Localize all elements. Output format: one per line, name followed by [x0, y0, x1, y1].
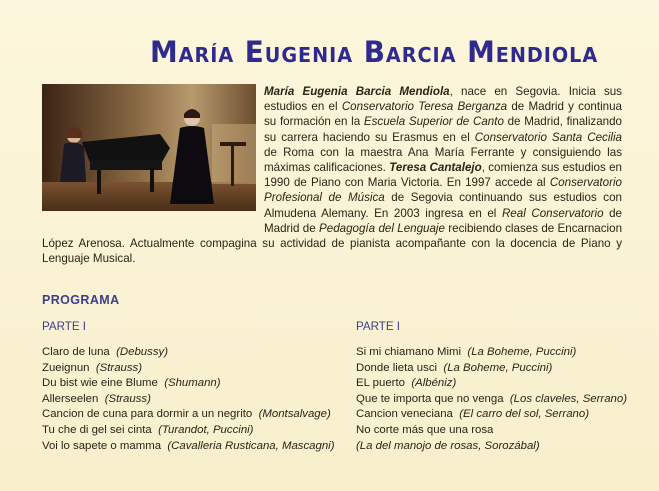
pianist-name: Teresa Cantalejo: [389, 161, 482, 175]
bio-italic: Pedagogía del Lenguaje: [319, 221, 445, 235]
bio-text: de Madrid y continua su formación en la: [264, 100, 623, 129]
right-part-heading: PARTE I: [356, 320, 401, 333]
bio-text: de Madrid de: [264, 206, 622, 235]
biography-text: [42, 84, 622, 266]
piece-title: Cancion veneciana: [356, 408, 453, 421]
singer-name: María Eugenia Barcia Mendiola: [264, 85, 450, 98]
list-item: [356, 407, 627, 423]
piece-title: Voi lo sapete o mamma: [42, 439, 162, 452]
page-title: María Eugenia Barcia Mendiola: [150, 35, 599, 69]
piece-composer: (Debussy): [116, 346, 169, 358]
piece-title: Cancion de cuna para dormir a un negrito: [42, 408, 253, 421]
list-item: [42, 423, 335, 439]
piece-composer: (Albéniz): [411, 377, 457, 390]
piece-composer: (El carro del sol, Serrano): [459, 408, 590, 421]
piece-title: Si mi chiamano Mimi: [356, 346, 462, 358]
piece-title: Donde lieta usci: [356, 361, 438, 374]
list-item: [42, 345, 335, 361]
piece-title: Zueignun: [42, 361, 90, 374]
bio-italic: Conservatorio Teresa Berganza: [341, 100, 508, 114]
piece-title: Que te importa que no venga: [356, 392, 504, 405]
piece-composer: (Shumann): [164, 377, 221, 390]
piece-title: No corte más que una rosa: [356, 423, 494, 436]
bio-text: de Segovia continuando sus estudios con Almudena Alemany. En 2003 ingresa en el: [264, 191, 622, 220]
piece-title: Claro de luna: [42, 346, 110, 358]
bio-italic: Real Conservatorio: [501, 206, 604, 220]
list-item: [42, 407, 335, 423]
right-program-list: [356, 345, 627, 454]
piece-composer: (Cavalleria Rusticana, Mascagni): [167, 439, 335, 452]
piece-title: Du bist wie eine Blume: [42, 377, 158, 390]
piece-composer: (Turandot, Puccini): [158, 423, 254, 436]
bio-text: , nace en Segovia. Inicia sus estudios en el: [264, 85, 622, 114]
piece-composer: (Strauss): [104, 392, 151, 405]
piece-composer: (Montsalvage): [258, 408, 331, 421]
left-part-heading: PARTE I: [42, 320, 87, 333]
piece-composer: (Los claveles, Serrano): [509, 392, 628, 405]
list-item: [356, 345, 627, 361]
piece-composer: (La Boheme, Puccini): [443, 361, 553, 374]
list-item: [356, 361, 627, 377]
photo-spacer: [42, 84, 264, 224]
list-item: [42, 361, 335, 377]
piece-composer: (La Boheme, Puccini): [467, 346, 577, 358]
bio-italic: Escuela Superior de Canto: [363, 115, 504, 129]
bio-italic: Conservatorio Santa Cecilia: [474, 130, 622, 144]
list-item: [42, 439, 335, 455]
bio-text: , comienza sus estudios en 1990 de Piano con Maria Victoria. En 1997 accede al: [264, 161, 622, 190]
bio-text: recibiendo clases de Encarnacion López Arenosa. Actualmente compagina su actividad de pianista acompañante con la docencia de Piano y Lenguaje Musical.: [42, 221, 623, 266]
piece-composer: (Strauss): [95, 361, 143, 374]
programa-heading: PROGRAMA: [42, 293, 120, 307]
list-item: [42, 376, 335, 392]
piece-title: Allerseelen: [42, 392, 99, 405]
piece-title: Tu che di gel sei cinta: [42, 423, 152, 436]
list-item: [356, 376, 627, 392]
list-item: [356, 392, 627, 408]
piece-title: EL puerto: [356, 377, 405, 390]
list-item: [356, 439, 627, 455]
piece-composer: (La del manojo de rosas, Sorozábal): [356, 439, 540, 452]
list-item: [356, 423, 627, 439]
left-program-list: [42, 345, 335, 454]
bio-text: de Roma con la maestra Ana María Ferrante y consiguiendo las máximas calificaciones.: [264, 145, 622, 175]
bio-text: de Madrid, finalizando su carrera haciendo su Erasmus en el: [264, 115, 623, 144]
list-item: [42, 392, 335, 408]
bio-italic: Conservatorio Profesional de Música: [264, 176, 622, 205]
